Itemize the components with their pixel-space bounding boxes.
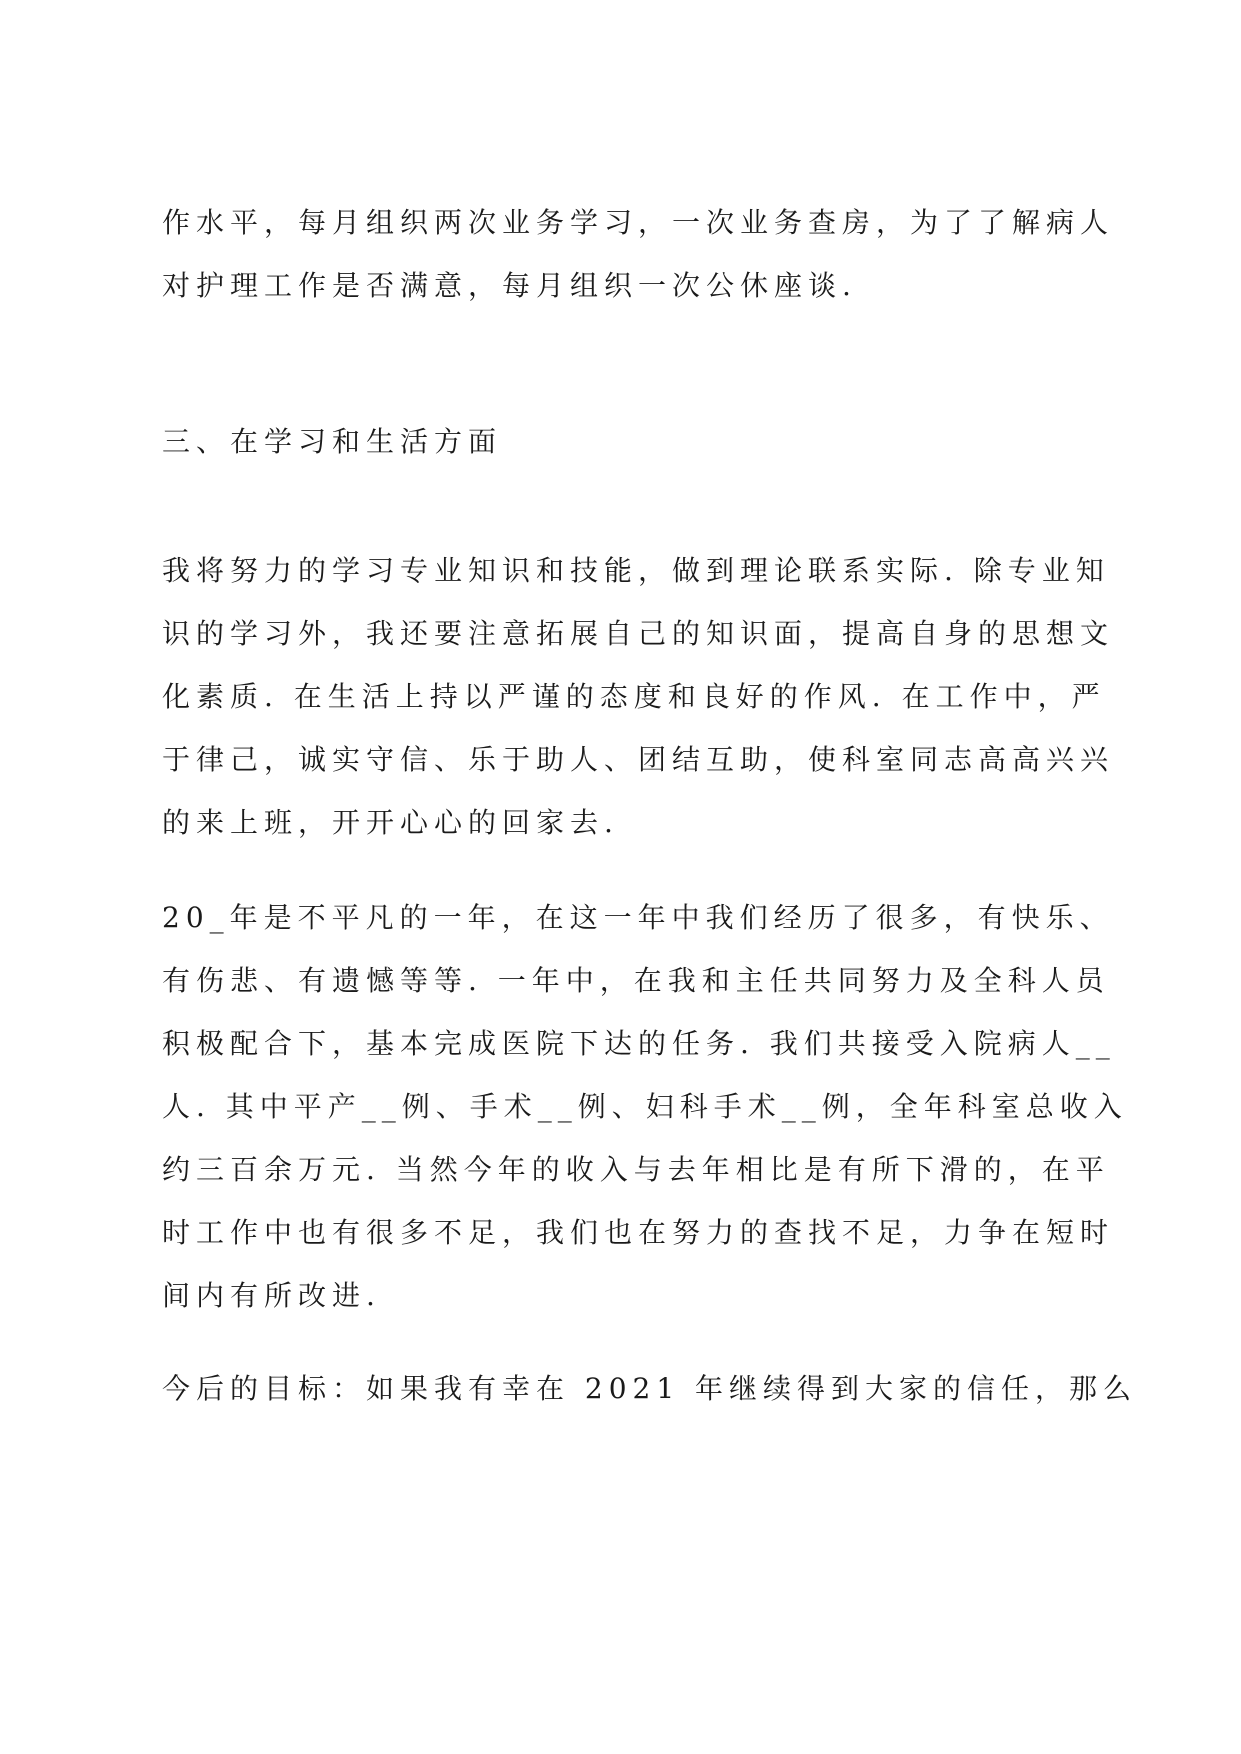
paragraph-work-level [162, 191, 1115, 317]
text-line: 识的学习外，我还要注意拓展自己的知识面，提高自身的思想文 [162, 617, 1115, 650]
paragraph-study [162, 539, 1115, 854]
text-line: 我将努力的学习专业知识和技能，做到理论联系实际. 除专业知 [162, 554, 1110, 587]
text-line: 间内有所改进. [162, 1279, 381, 1312]
text-line: 20_年是不平凡的一年，在这一年中我们经历了很多，有快乐、 [162, 901, 1114, 934]
text-line: 时工作中也有很多不足，我们也在努力的查找不足，力争在短时 [162, 1216, 1115, 1249]
text-line: 对护理工作是否满意，每月组织一次公休座谈. [162, 269, 857, 302]
text-line: 化素质. 在生活上持以严谨的态度和良好的作风. 在工作中，严 [162, 680, 1106, 713]
text-line: 今后的目标：如果我有幸在 2021 年继续得到大家的信任，那么 [162, 1372, 1138, 1405]
text-line: 于律己，诚实守信、乐于助人、团结互助，使科室同志高高兴兴 [162, 743, 1115, 776]
text-line: 积极配合下，基本完成医院下达的任务. 我们共接受入院病人__ [162, 1027, 1116, 1060]
paragraph-future-goals [162, 1357, 1138, 1420]
section-heading: 三、在学习和生活方面 [162, 425, 503, 458]
section-heading-study-and-life [162, 410, 1092, 473]
paragraph-year-review [162, 886, 1128, 1327]
text-line: 有伤悲、有遗憾等等. 一年中，在我和主任共同努力及全科人员 [162, 964, 1110, 997]
text-line: 的来上班，开开心心的回家去. [162, 806, 619, 839]
text-line: 作水平，每月组织两次业务学习，一次业务查房，为了了解病人 [162, 206, 1115, 239]
text-line: 人. 其中平产__例、手术__例、妇科手术__例，全年科室总收入 [162, 1090, 1128, 1123]
text-line: 约三百余万元. 当然今年的收入与去年相比是有所下滑的，在平 [162, 1153, 1110, 1186]
